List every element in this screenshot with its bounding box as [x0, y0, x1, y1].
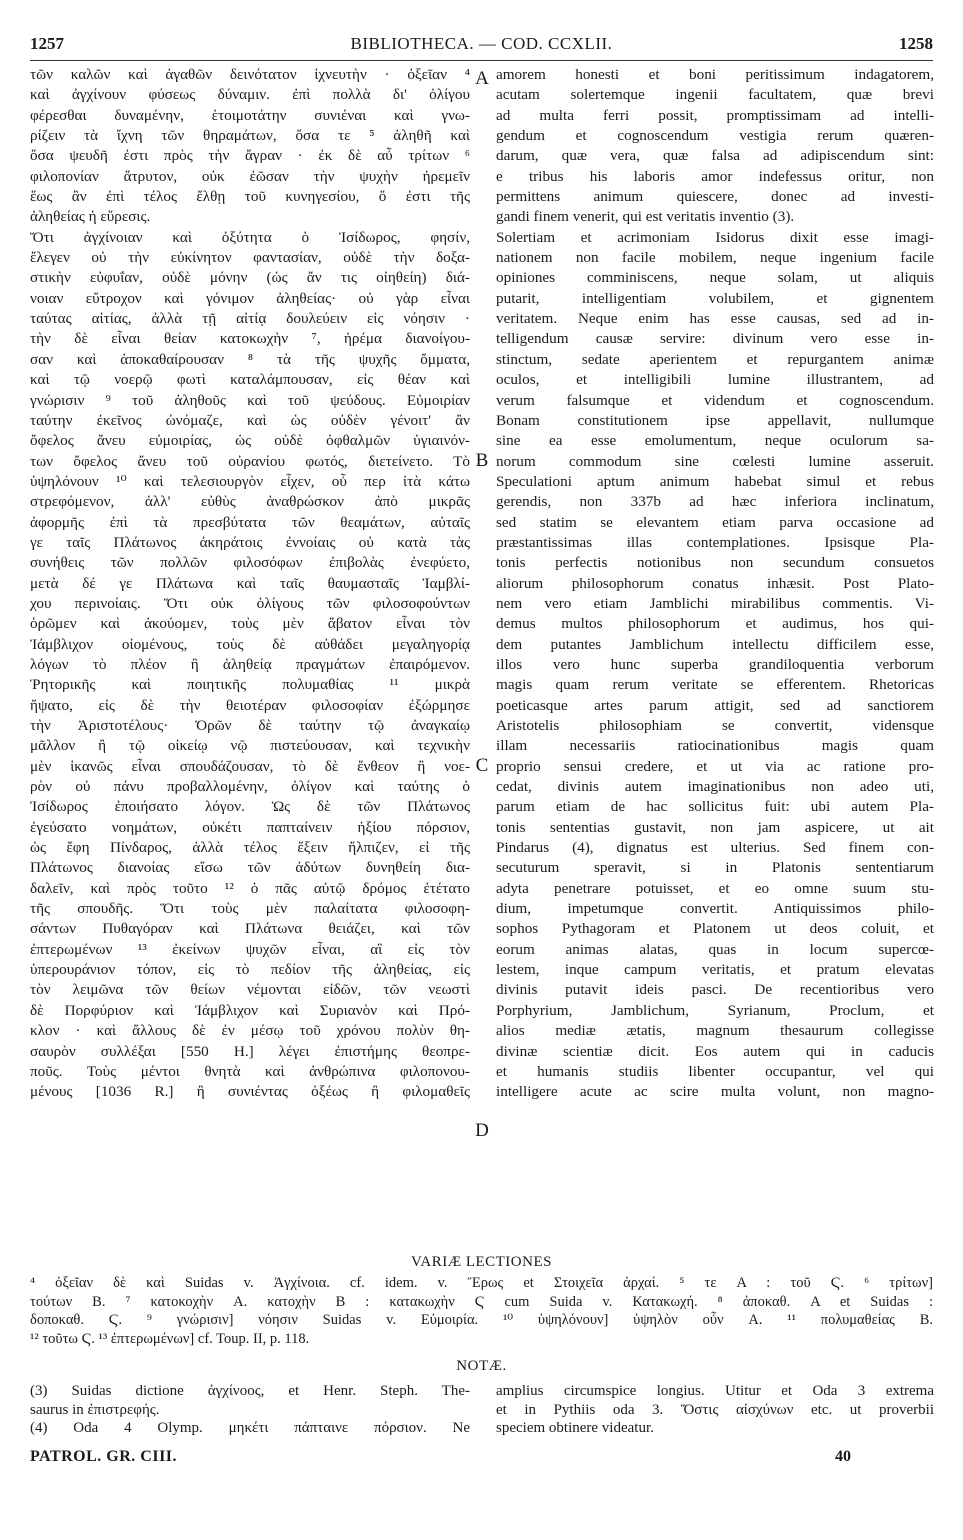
greek-text-line: Ἰσίδωρος ἐποιήσατο λόγον. Ὡς δὲ τῶν Πλάτωνος [30, 798, 470, 816]
latin-text-line: verum falsumque et videndum et cognoscendum. [496, 391, 934, 409]
greek-text-line: μετὰ δέ γε Πλάτωνα καὶ ταῖς θαυμασταῖς Ἰαμβλί- [30, 574, 470, 592]
page-number-left: 1257 [30, 34, 64, 53]
greek-text-line: χου περινοίαις. Ὅτι οὐκ ὀλίγους τῶν φιλοσοφούντων [30, 594, 470, 612]
greek-text-line: στρεφόμενον, ἀλλ' εὐθὺς ἀναθρώσκον ἀπὸ μικρᾶς [30, 493, 470, 511]
latin-text-line: Pindarus (4), dignatus est ulterius. Sed finem con- [496, 839, 934, 857]
latin-text-line: Speculationi aptum animum habebat simul et rebus [496, 472, 934, 490]
latin-text-line: Bonam constitutionem ipse appellavit, nullumque [496, 411, 934, 429]
latin-text-line: dium, impetumque convertit. Antiquissimos philo- [496, 900, 934, 918]
latin-text-line: gendum et cognoscendum vestigia rerum quæren- [496, 127, 934, 145]
latin-text-line: lestem, inque campum veritatis, et pratum elevatas [496, 961, 934, 979]
greek-text-line: δαλεῖν, καὶ πρὸς τοῦτο ¹² ὁ πᾶς αὐτῷ δρόμος ἐτέτατο [30, 879, 470, 897]
greek-text-line: γε ταῖς Πλάτωνος ἀκηράτοις ἐννοίαις οὐ κατὰ τὰς [30, 533, 470, 551]
greek-text-line: λόγων τὸ πλέον ἢ ἀληθείᾳ πραγμάτων ἐπαιρόμενον. [30, 655, 470, 673]
latin-text-line: dem putantes Jamblichum intellectu difficilem esse, [496, 635, 934, 653]
greek-text-line: σαν καὶ ἀποκαθαίρουσαν ⁸ τὰ τῆς ψυχῆς ὄμματα, [30, 350, 470, 368]
latin-text-line: Aristotelis philosophiam se convertit, vidensque [496, 717, 934, 734]
greek-text-line: τῶν καλῶν καὶ ἀγαθῶν δεινότατον ἰχνευτὴν · ὀξεῖαν ⁴ [30, 66, 470, 83]
note-line: (3) Suidas dictione ἀγχίνοος, et Henr. Steph. The- [30, 1383, 470, 1399]
notae-title: NOTÆ. [456, 1358, 507, 1374]
greek-text-line: ἥψατο, εἰς δὲ τὴν θειοτέραν φιλοσοφίαν ἐξώρμησε [30, 696, 470, 714]
greek-text-line: κλον · καὶ ἄλλους δὲ ἐν μέσῳ τοῦ χρόνου πολὺν θη- [30, 1022, 470, 1040]
greek-text-line: ὁρῶμεν καὶ ἀκούομεν, τοὺς μὲν ἄβατον εἶναι τὸν [30, 615, 470, 633]
greek-text-line: μὲν ἱκανῶς εἶναι σπουδάζουσαν, τὸ δὲ ἔνθεον ἢ νοε- [30, 757, 470, 775]
latin-text-line: opiniones comminiscens, neque solam, ut aliquis [496, 269, 934, 287]
section-marker-b: B [475, 450, 489, 471]
latin-text-line: et humanis studiis libenter occupantur, vel qui [496, 1062, 934, 1080]
latin-text-line: sed statim se elevantem etiam parva occasione ad [496, 513, 934, 531]
greek-text-line: Ἰάμβλιχον οἰομένους, τοὺς δὲ αὐθάδει μεγαληγορίᾳ [30, 635, 470, 653]
greek-text-line: ρὸν οὐ πάνυ προβαλλομένην, ὀλίγον καὶ ταύτης ὁ [30, 778, 470, 796]
greek-text-line: φιλοπονίαν ἄτρυτον, οὐκ ἐῶσαν τὴν ψυχὴν ἠρεμεῖν [30, 167, 470, 185]
greek-text-line: Ῥητορικῆς καὶ ποιητικῆς πολυμαθίας ¹¹ μικρὰ [30, 676, 470, 694]
latin-text-line: eorum animas alatas, quas in locum supercœ- [496, 940, 934, 958]
variant-reading-line: ¹² τοῦτω Ϛ. ¹³ ἐπτερωμένων] cf. Toup. II, p. 118. [30, 1330, 310, 1347]
latin-text-line: tonis perfectis notionibus non secundum consuetos [496, 554, 934, 572]
latin-text-line: oculos, et intelligibili lumine illustrantem, ad [496, 371, 934, 389]
latin-text-line: intelligere acute ac scire multa volunt, non magno- [496, 1083, 934, 1101]
greek-text-line: ρίζειν τὰ ἴχνη τῶν θηραμάτων, ὅσα τε ⁵ ἀληθῆ καὶ [30, 127, 470, 145]
latin-text-line: nationem non facile mobilem, neque ingenium facile [496, 249, 934, 267]
variant-reading-line: δοποκαθ. Ϛ. ⁹ γνώρισιν] νόησιν Suidas v. Εὐμοιρία. ¹⁰ ὑψηλόνουν] ὑψηλὸν οὖν A. ¹¹ πολυμαθείας B. [30, 1312, 933, 1328]
latin-text-line: norum commodum sine cœlesti lumine asseruit. [496, 452, 934, 470]
latin-text-line: demus multos philosophorum et audimus, hos qui- [496, 615, 934, 633]
running-header [30, 34, 933, 58]
variant-reading-line: ⁴ ὀξεῖαν δὲ καὶ Suidas v. Ἀγχίνοια. cf. idem. v. Ἔρως et Στοιχεῖα ἀρχαί. ⁵ τε A : τοῦ Ϛ. ⁶ τρίτων] [30, 1275, 933, 1291]
latin-text-line: Solertiam et acrimoniam Isidorus dixit esse imagi- [496, 228, 934, 246]
greek-text-line: νοιαν εὔτροχον καὶ γόνιμον ἀληθείας· οὐ γὰρ εἶναι [30, 289, 470, 307]
greek-text-line: ἐγεύσατο νοημάτων, οὐκέτι παπταίνειν ἠξίου πόρσιον, [30, 818, 470, 836]
variae-lectiones-title: VARIÆ LECTIONES [411, 1254, 552, 1270]
latin-text-line: divinis putavit ideis pasci. De recentioribus vero [496, 981, 934, 999]
latin-text-line: alios mediæ ætatis, magnum thesaurum collegisse [496, 1022, 934, 1040]
latin-text-line: proprio sensui credere, et ut via ac ratione pro- [496, 757, 934, 775]
latin-text-line: Porphyrium, Jamblichum, Syrianum, Proclum, et [496, 1001, 934, 1019]
latin-text-line: gerendis, non 337b ad hæc inferiora inclinatum, [496, 493, 934, 511]
section-marker-a: A [475, 68, 489, 89]
greek-text-line: ἕως ἂν ἐπὶ τέλος ἔλθῃ τοῦ κυνηγεσίου, ὅ ἐστι τῆς [30, 188, 470, 206]
greek-text-line: ταύτας αἰτίας, ἀλλὰ τῇ αἰτίᾳ δουλεύειν εἰς νόησιν · [30, 310, 470, 328]
latin-text-line: permittens animum quiescere, donec ad investi- [496, 188, 934, 206]
greek-text-line: σάντων Πυθαγόραν καὶ Πλάτωνα θειάζει, καὶ τῶν [30, 920, 470, 938]
greek-text-line: φέρεσθαι δυναμένην, ἑτοιμοτάτην συνιέναι καὶ γνω- [30, 106, 470, 124]
latin-text-line: sine ea esse emolumentum, neque oculorum sa- [496, 432, 934, 450]
greek-text-line: ὑπερουράνιον τόπον, εἰς τὸ πεδίον τῆς ἀληθείας, εἰς [30, 961, 470, 979]
greek-text-column [30, 65, 470, 1103]
latin-text-line: adyta penetrare potuisset, et eo omne suum stu- [496, 879, 934, 897]
greek-text-line: τὴν Ἀριστοτέλους· Ὁρῶν δὲ ταύτην τῷ ἀναγκαίῳ [30, 717, 470, 734]
greek-text-line: των ὄφελος ἄνευ τοῦ οὐρανίου φωτός, διετείνετο. Τὸ [30, 452, 470, 470]
greek-text-line: τῆς σπουδῆς. Ὅτι τοὺς μὲν παλαίτατα φιλοσοφη- [30, 900, 470, 918]
latin-text-line: secuturum speravit, si in Platonis sententiarum [496, 859, 934, 877]
latin-text-column [496, 65, 934, 1103]
latin-text-line: amorem honesti et boni peritissimum indagatorem, [496, 66, 934, 83]
latin-text-line: aliorum philosophorum conatus inhæsit. Post Plato- [496, 574, 934, 592]
latin-text-line: putarit, intelligentiam volubilem, et gignentem [496, 289, 934, 307]
greek-text-line: τὸν λειμῶνα τῶν θείων νέμονται εἰδῶν, τῶν νεωστὶ [30, 981, 470, 999]
latin-text-line: veritatem. Neque enim has esse causas, sed ad in- [496, 310, 934, 328]
section-marker-c: C [475, 755, 489, 776]
page-footer [30, 1448, 933, 1472]
notae-left-column [30, 1382, 470, 1438]
greek-text-line: τὴν δὲ εἶναι θείαν κατοκωχὴν ⁷, ἠρέμα διανοίγου- [30, 330, 470, 348]
greek-text-line: συνήθεις τῶν πολλῶν φιλοσόφων ἐπιβολὰς ἐνεφύετο, [30, 554, 470, 572]
note-line: saurus in ἐπιστρεφής. [30, 1401, 160, 1418]
greek-text-line: ἐπτερωμένων ¹³ ἐκείνων ψυχῶν εἶναι, αἳ εἰς τὸν [30, 940, 470, 958]
note-line: et in Pythiis oda 3. Ὅστις αἰσχύνων etc. ut proverbii [496, 1401, 934, 1418]
greek-text-line: καὶ τῷ νοερῷ φωτὶ καταλάμπουσαν, εἰς θέαν καὶ [30, 371, 470, 389]
greek-text-line: μᾶλλον ἢ τῷ οἰκείῳ νῷ πιστεύουσαν, καὶ τεχνικὴν [30, 737, 470, 755]
greek-text-line: ὅσα ψευδῆ ἐστι πρὸς τὴν ἄγραν · ἐκ δὲ αὖ τρίτων ⁶ [30, 147, 470, 165]
note-line: (4) Oda 4 Olymp. μηκέτι πάπταινε πόρσιον. Ne [30, 1420, 470, 1436]
greek-text-line: σαυρὸν συλλέξαι [550 H.] λέγει ἐπιστήμης θεοπρε- [30, 1042, 470, 1060]
latin-text-line: divinæ scientiæ dicit. Eos autem qui in caducis [496, 1042, 934, 1060]
page-number-right: 1258 [899, 34, 933, 53]
latin-text-line: illam necessariis ratiocinationibus magis quam [496, 737, 934, 755]
latin-text-line: darum, quæ vera, quæ falsa ad adipiscendum sint: [496, 147, 934, 165]
header-rule [30, 60, 933, 61]
greek-text-line: δὲ Πορφύριον καὶ Ἰάμβλιχον καὶ Συριανὸν καὶ Πρό- [30, 1001, 470, 1019]
greek-text-line: ὡς ἔφη Πίνδαρος, ἀλλὰ τέλος ἕξειν ἤλπιζεν, εἰ τῆς [30, 839, 470, 857]
greek-text-line: ἀφορμῆς ἐπὶ τὰ πρεσβύτατα τῶν θεαμάτων, αὐταῖς [30, 513, 470, 531]
latin-text-line: e tribus his laboris amor indefessus oritur, non [496, 167, 934, 185]
greek-text-line: γνώρισιν ⁹ τοῦ ἀληθοῦς καὶ τοῦ ψεύδους. Εὐμοιρίαν [30, 391, 470, 409]
latin-text-line: præstantissimas illas contemplationes. Ipsisque Pla- [496, 533, 934, 551]
greek-text-line: ἔλεγεν οὐ τὴν εὐκίνητον φαντασίαν, οὐδὲ τὴν δοξα- [30, 249, 470, 267]
latin-text-line: tonis sententias gustavit, non jam aspicere, ut ait [496, 818, 934, 836]
note-line: speciem obtinere videatur. [496, 1420, 654, 1436]
latin-text-line: illos vero hunc superba grandiloquentia verborum [496, 655, 934, 673]
greek-text-line: ὑψηλόνουν ¹⁰ καὶ τελεσιουργὸν εἶχεν, οὗ περ ἰτὰ κάτω [30, 472, 470, 490]
notae-right-column [496, 1382, 934, 1438]
variant-reading-line: τούτων B. ⁷ κατοκοχὴν A. κατοχὴν B : κατακωχὴν Ϛ cum Suida v. Κατακωχή. ⁸ ἀποκαθ. A et Suidas : [30, 1293, 933, 1310]
greek-text-line: Ὅτι ἀγχίνοιαν καὶ ὀξύτητα ὁ Ἰσίδωρος, φησίν, [30, 228, 470, 246]
running-title: BIBLIOTHECA. — COD. CCXLII. [350, 34, 613, 53]
section-marker-d: D [475, 1120, 489, 1141]
latin-text-line: acutam solertemque ingenii facultatem, quæ brevi [496, 86, 934, 104]
greek-text-line: ποῦς. Τοὺς μέντοι θνητὰ καὶ ἀνθρώπινα φιλοπονου- [30, 1062, 470, 1080]
greek-text-line: καὶ ἀγχίνουν φύσεως δύναμιν. ἐπὶ πολλὰ δι' ὀλίγου [30, 86, 470, 104]
latin-text-line: ad multa ferri possit, promptissimam ad intelli- [496, 106, 934, 124]
gathering-signature: 40 [835, 1448, 851, 1465]
latin-text-line: magis quam rerum veritate se efferentem. Rhetoricas [496, 676, 934, 694]
note-line: amplius circumspice longius. Utitur et Oda 3 extrema [496, 1383, 934, 1399]
variae-lectiones-notes [30, 1274, 933, 1348]
greek-text-line: μένους [1036 R.] ἢ συνιέντας ὀξέως ἢ φιλομαθεῖς [30, 1083, 470, 1101]
greek-text-line: Πλάτωνος διανοίας εἴσω τῶν ἀδύτων δυνηθείη δια- [30, 859, 470, 877]
latin-text-line: gandi finem venerit, qui est veritatis inventio (3). [496, 208, 795, 226]
latin-text-line: nem vero etiam Jamblichi mirabilibus commentis. Vi- [496, 594, 934, 612]
patrologia-signature: PATROL. GR. CIII. [30, 1448, 178, 1465]
latin-text-line: poeticasque artes parum attigit, sed ad sanctiorem [496, 696, 934, 714]
latin-text-line: stinctum, sedate aperientem et repurgantem animæ [496, 350, 934, 368]
latin-text-line: telligendum causæ servire: divinum vero esse in- [496, 330, 934, 348]
greek-text-line: ταύτην ἐκεῖνος ὠνόμαζε, καὶ ὡς οὐδὲν γένοιτ' ἂν [30, 411, 470, 429]
greek-text-line: στικὴν εὐφυΐαν, οὐδὲ μόνην (ὡς ἄν τις οἰηθείη) διά- [30, 269, 470, 287]
latin-text-line: sophos Pythagoram et Platonem ut deos coluit, et [496, 920, 934, 938]
greek-text-line: ὄφελος ἄνευ εὐμοιρίας, ὡς οὐδὲ ὀφθαλμῶν ὑγιαινόν- [30, 432, 470, 450]
latin-text-line: parum etiam de hac sollicitus fuit: ubi autem Pla- [496, 798, 934, 816]
latin-text-line: cedat, divinis autem imaginationibus non adeo uti, [496, 778, 934, 796]
greek-text-line: ἀληθείας ἡ εὕρεσις. [30, 208, 151, 226]
